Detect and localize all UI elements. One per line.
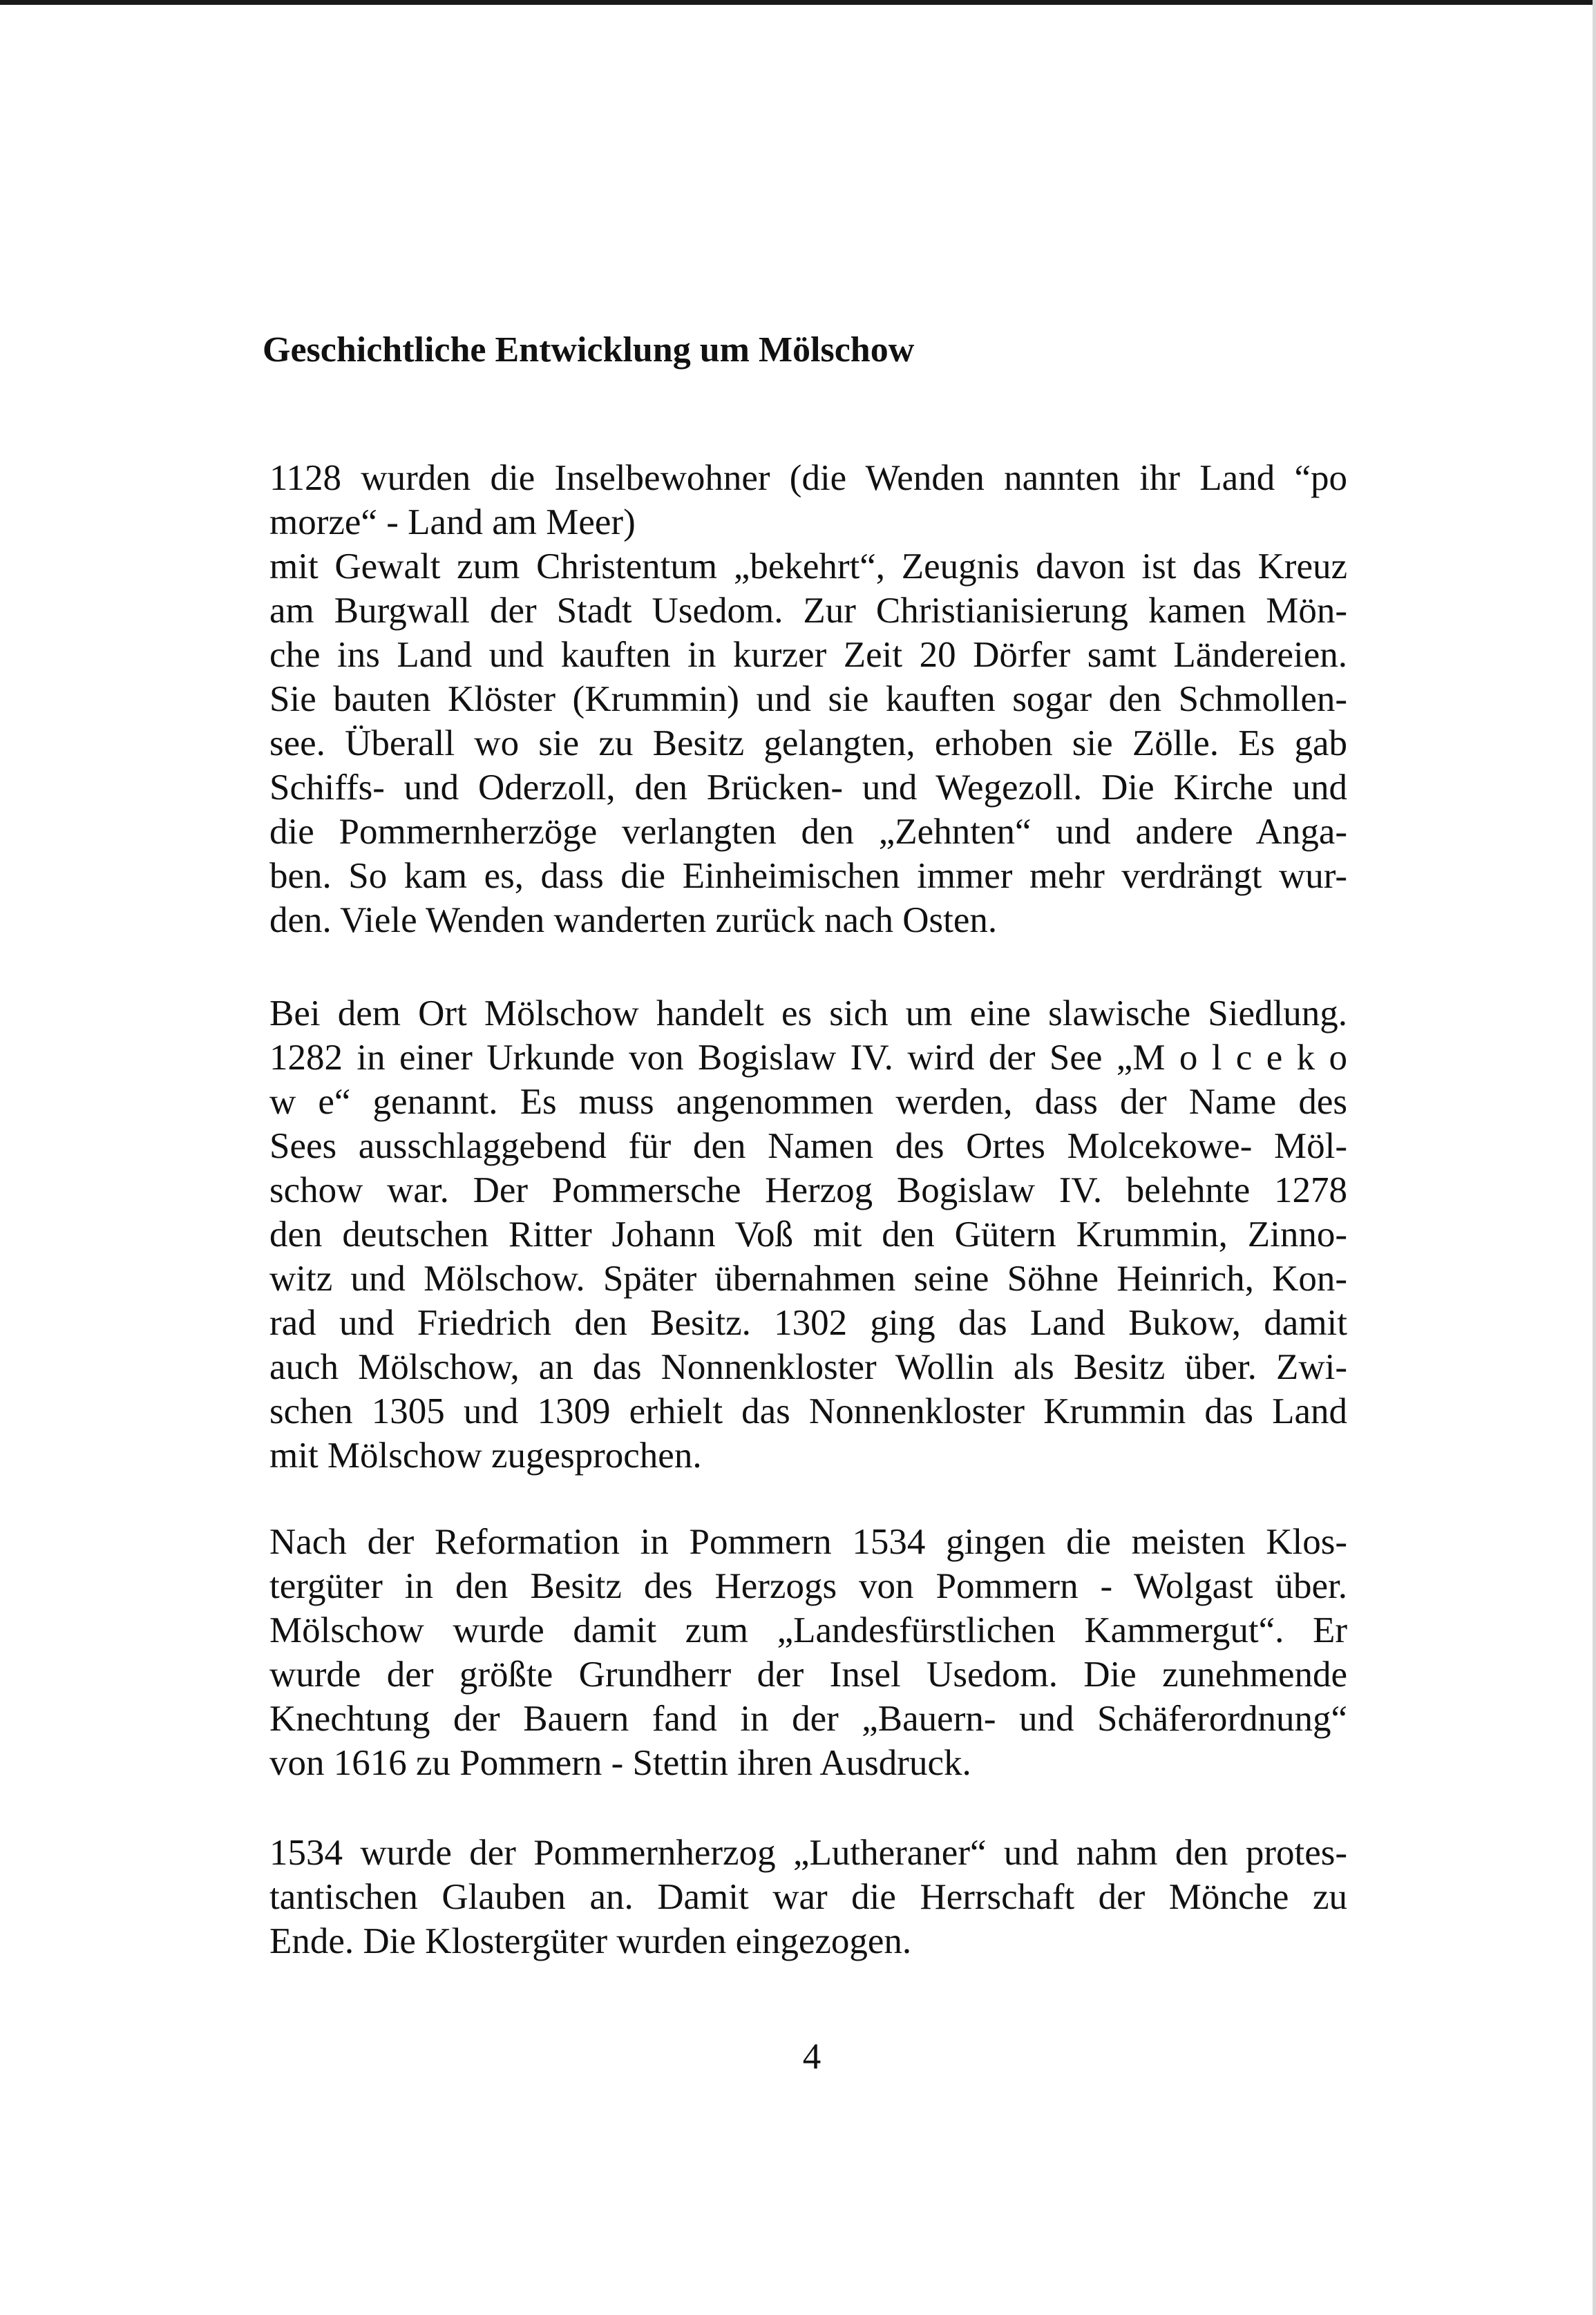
page-title: Geschichtliche Entwicklung um Mölschow (263, 330, 915, 370)
text-line: 1282 in einer Urkunde von Bogislaw IV. wird der See „M o l c e k o (269, 1038, 1347, 1078)
text-line: w e“ genannt. Es muss angenommen werden, dass der Name des (269, 1082, 1347, 1122)
text-line: Nach der Reformation in Pommern 1534 gingen die meisten Klos- (269, 1522, 1347, 1562)
text-line: 1128 wurden die Inselbewohner (die Wenden nannten ihr Land “po (269, 458, 1347, 498)
text-line: von 1616 zu Pommern - Stettin ihren Ausdruck. (269, 1743, 971, 1783)
text-line: tergüter in den Besitz des Herzogs von Pommern - Wolgast über. (269, 1566, 1347, 1606)
text-line: schow war. Der Pommersche Herzog Bogislaw IV. belehnte 1278 (269, 1170, 1347, 1210)
text-line: Sees ausschlaggebend für den Namen des Ortes Molcekowe- Möl- (269, 1126, 1347, 1166)
text-line: rad und Friedrich den Besitz. 1302 ging das Land Bukow, damit (269, 1303, 1347, 1343)
text-line: ben. So kam es, dass die Einheimischen immer mehr verdrängt wur- (269, 856, 1347, 896)
text-line: am Burgwall der Stadt Usedom. Zur Christianisierung kamen Mön- (269, 591, 1347, 631)
paragraph-settlement (269, 991, 1347, 1478)
text-line: 1534 wurde der Pommernherzog „Lutheraner“ und nahm den protes- (269, 1833, 1347, 1873)
text-line: schen 1305 und 1309 erhielt das Nonnenkloster Krummin das Land (269, 1391, 1347, 1431)
scan-top-edge (0, 0, 1596, 5)
text-line: Schiffs- und Oderzoll, den Brücken- und Wegezoll. Die Kirche und (269, 768, 1347, 808)
page-number: 4 (802, 2037, 821, 2077)
text-line: wurde der größte Grundherr der Insel Usedom. Die zunehmende (269, 1655, 1347, 1695)
text-line: che ins Land und kauften in kurzer Zeit 20 Dörfer samt Ländereien. (269, 635, 1347, 675)
text-line: tantischen Glauben an. Damit war die Herrschaft der Mönche zu (269, 1877, 1347, 1917)
text-line: mit Mölschow zugesprochen. (269, 1436, 702, 1476)
text-line: Mölschow wurde damit zum „Landesfürstlichen Kammergut“. Er (269, 1610, 1347, 1650)
text-line: Ende. Die Klostergüter wurden eingezogen. (269, 1921, 912, 1961)
paragraph-christianization (269, 456, 1347, 942)
text-line: die Pommernherzöge verlangten den „Zehnten“ und andere Anga- (269, 812, 1347, 852)
scan-right-edge (1593, 0, 1596, 2315)
text-line: mit Gewalt zum Christentum „bekehrt“, Zeugnis davon ist das Kreuz (269, 546, 1347, 587)
text-line: Sie bauten Klöster (Krummin) und sie kauften sogar den Schmollen- (269, 679, 1347, 719)
text-line: witz und Mölschow. Später übernahmen seine Söhne Heinrich, Kon- (269, 1259, 1347, 1299)
text-line: see. Überall wo sie zu Besitz gelangten, erhoben sie Zölle. Es gab (269, 723, 1347, 763)
text-line: morze“ - Land am Meer) (269, 502, 636, 542)
paragraph-lutheran (269, 1831, 1347, 1963)
text-line: den deutschen Ritter Johann Voß mit den Gütern Krummin, Zinno- (269, 1214, 1347, 1255)
paragraph-reformation (269, 1520, 1347, 1785)
text-line: den. Viele Wenden wanderten zurück nach Osten. (269, 900, 998, 940)
text-line: auch Mölschow, an das Nonnenkloster Wollin als Besitz über. Zwi- (269, 1347, 1347, 1387)
text-line: Knechtung der Bauern fand in der „Bauern- und Schäferordnung“ (269, 1699, 1347, 1739)
text-line: Bei dem Ort Mölschow handelt es sich um eine slawische Siedlung. (269, 993, 1347, 1033)
